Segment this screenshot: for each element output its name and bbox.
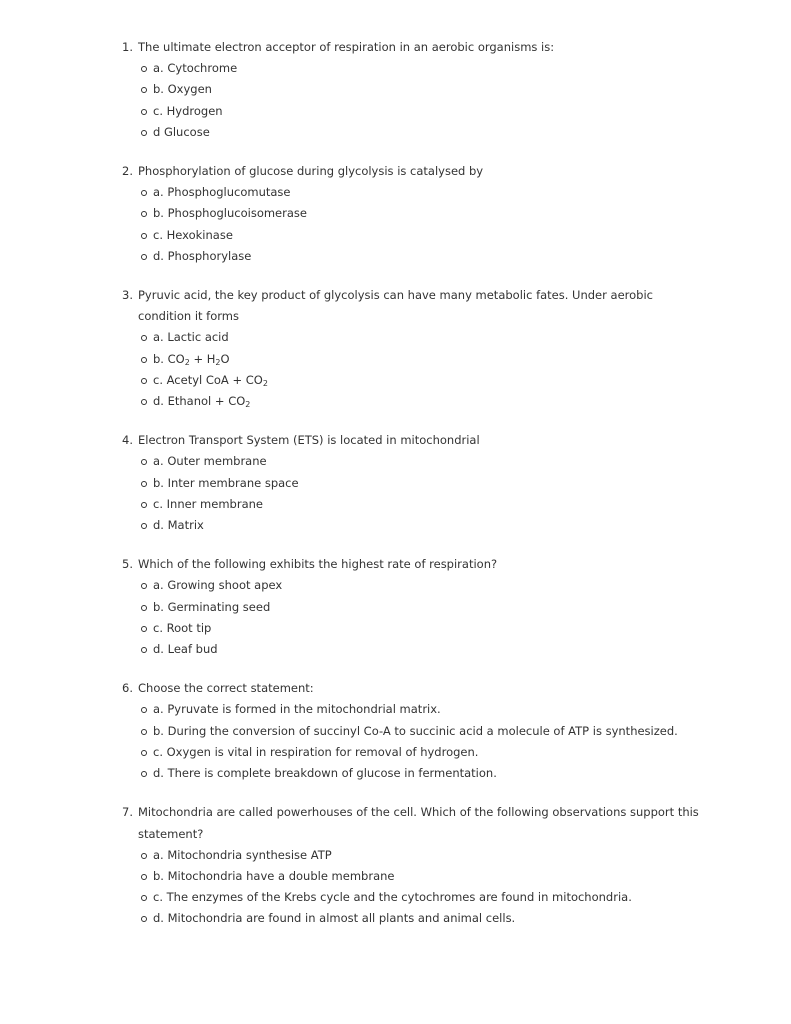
option-text: [153, 370, 702, 391]
option-text: a. Cytochrome: [153, 61, 238, 76]
option-list: [122, 182, 702, 267]
circle-bullet-icon: [138, 246, 153, 267]
question-number: 1.: [122, 40, 133, 54]
circle-bullet-icon: [138, 122, 153, 143]
question-line: [122, 285, 702, 327]
option-item: [138, 866, 702, 887]
circle-bullet-icon: [138, 203, 153, 224]
question-line: [122, 678, 702, 699]
circle-bullet-icon: [138, 763, 153, 784]
option-item: [138, 908, 702, 929]
circle-bullet-icon: [138, 618, 153, 639]
circle-bullet-icon: [138, 742, 153, 763]
circle-bullet-icon: [138, 182, 153, 203]
option-item: [138, 887, 702, 908]
subscript: 2: [245, 400, 251, 410]
question-number: 2.: [122, 164, 133, 179]
option-item: [138, 122, 702, 143]
option-list: [122, 845, 702, 930]
option-text: a. Outer membrane: [153, 454, 267, 469]
option-text: [153, 327, 702, 348]
question-text: Choose the correct statement:: [138, 681, 314, 696]
option-item: [138, 473, 702, 494]
option-text: d. Matrix: [153, 518, 204, 533]
question-text: Pyruvic acid, the key product of glycolysis can have many metabolic fates. Under aerobic condition it forms: [138, 288, 653, 324]
option-list: [122, 575, 702, 660]
option-text: d. Phosphorylase: [153, 248, 252, 263]
option-list: [122, 699, 702, 784]
subscript: 2: [215, 357, 221, 367]
option-list: [122, 58, 702, 143]
question-number: 4.: [122, 433, 133, 448]
circle-bullet-icon: [138, 349, 153, 370]
option-text: d Glucose: [153, 124, 210, 139]
subscript: 2: [184, 357, 190, 367]
option-item: [138, 203, 702, 224]
circle-bullet-icon: [138, 515, 153, 536]
question-line: [122, 161, 702, 182]
option-text: d. Mitochondria are found in almost all plants and animal cells.: [153, 911, 516, 926]
option-text: b. Oxygen: [153, 82, 212, 97]
circle-bullet-icon: [138, 451, 153, 472]
option-item: [138, 101, 702, 122]
option-item: [138, 639, 702, 660]
question-item: [122, 37, 702, 143]
option-text: a. Pyruvate is formed in the mitochondrial matrix.: [153, 702, 441, 717]
option-item: [138, 721, 702, 742]
option-item: [138, 597, 702, 618]
option-item: [138, 349, 702, 370]
option-text-part: b. CO: [153, 351, 185, 366]
option-item: [138, 575, 702, 596]
question-number: 3.: [122, 288, 133, 303]
option-text: c. Hydrogen: [153, 103, 223, 118]
circle-bullet-icon: [138, 494, 153, 515]
option-item: [138, 763, 702, 784]
option-item: [138, 451, 702, 472]
option-text: b. During the conversion of succinyl Co-A to succinic acid a molecule of ATP is synthesized.: [153, 723, 678, 738]
option-text: c. Oxygen is vital in respiration for removal of hydrogen.: [153, 744, 479, 759]
option-text-part: O: [220, 351, 230, 366]
option-text: b. Mitochondria have a double membrane: [153, 868, 395, 883]
question-item: [122, 285, 702, 412]
option-text-part: + H: [189, 351, 216, 366]
option-text: c. Inner membrane: [153, 496, 263, 511]
question-number: 5.: [122, 557, 133, 572]
question-item: [122, 802, 702, 929]
option-text: c. Root tip: [153, 620, 212, 635]
circle-bullet-icon: [138, 473, 153, 494]
option-item: [138, 225, 702, 246]
option-item: [138, 182, 702, 203]
option-item: [138, 391, 702, 412]
circle-bullet-icon: [138, 225, 153, 246]
question-text: Phosphorylation of glucose during glycolysis is catalysed by: [138, 164, 484, 179]
question-item: [122, 678, 702, 784]
option-item: [138, 515, 702, 536]
option-item: [138, 618, 702, 639]
option-text: a. Phosphoglucomutase: [153, 185, 291, 200]
option-item: [138, 742, 702, 763]
circle-bullet-icon: [138, 866, 153, 887]
question-text: Which of the following exhibits the highest rate of respiration?: [138, 557, 498, 572]
option-item: [138, 246, 702, 267]
question-list: [122, 37, 702, 948]
question-text: Electron Transport System (ETS) is located in mitochondrial: [138, 433, 480, 448]
circle-bullet-icon: [138, 597, 153, 618]
option-text: b. Germinating seed: [153, 599, 271, 614]
question-line: [122, 802, 702, 844]
question-number: 6.: [122, 681, 133, 696]
circle-bullet-icon: [138, 391, 153, 412]
question-number: 7.: [122, 805, 133, 820]
option-text: a. Growing shoot apex: [153, 578, 283, 593]
option-text: a. Mitochondria synthesise ATP: [153, 847, 332, 862]
option-text: [153, 349, 702, 370]
option-item: [138, 370, 702, 391]
circle-bullet-icon: [138, 908, 153, 929]
question-line: [122, 554, 702, 575]
circle-bullet-icon: [138, 327, 153, 348]
circle-bullet-icon: [138, 101, 153, 122]
option-text: c. The enzymes of the Krebs cycle and the cytochromes are found in mitochondria.: [153, 890, 632, 905]
question-item: [122, 554, 702, 660]
question-line: [122, 37, 702, 58]
question-item: [122, 430, 702, 536]
option-item: [138, 699, 702, 720]
question-text: The ultimate electron acceptor of respiration in an aerobic organisms is:: [138, 40, 555, 54]
option-list: [122, 327, 702, 412]
circle-bullet-icon: [138, 79, 153, 100]
circle-bullet-icon: [138, 575, 153, 596]
option-list: [122, 451, 702, 536]
circle-bullet-icon: [138, 58, 153, 79]
option-text: d. There is complete breakdown of glucose in fermentation.: [153, 766, 497, 781]
option-text: c. Hexokinase: [153, 227, 233, 242]
option-text: [153, 391, 702, 412]
circle-bullet-icon: [138, 887, 153, 908]
circle-bullet-icon: [138, 639, 153, 660]
circle-bullet-icon: [138, 721, 153, 742]
option-item: [138, 845, 702, 866]
option-text: d. Leaf bud: [153, 642, 218, 657]
option-text-part: c. Acetyl CoA + CO: [153, 372, 263, 387]
circle-bullet-icon: [138, 845, 153, 866]
option-item: [138, 494, 702, 515]
circle-bullet-icon: [138, 699, 153, 720]
option-text: b. Inter membrane space: [153, 475, 299, 490]
circle-bullet-icon: [138, 370, 153, 391]
question-line: [122, 430, 702, 451]
question-item: [122, 161, 702, 267]
option-item: [138, 327, 702, 348]
option-text: b. Phosphoglucoisomerase: [153, 206, 307, 221]
option-text-part: d. Ethanol + CO: [153, 394, 246, 409]
subscript: 2: [262, 378, 268, 388]
option-item: [138, 79, 702, 100]
option-text-part: a. Lactic acid: [153, 330, 229, 345]
question-text: Mitochondria are called powerhouses of the cell. Which of the following observations support this statement?: [138, 805, 699, 841]
option-item: [138, 58, 702, 79]
